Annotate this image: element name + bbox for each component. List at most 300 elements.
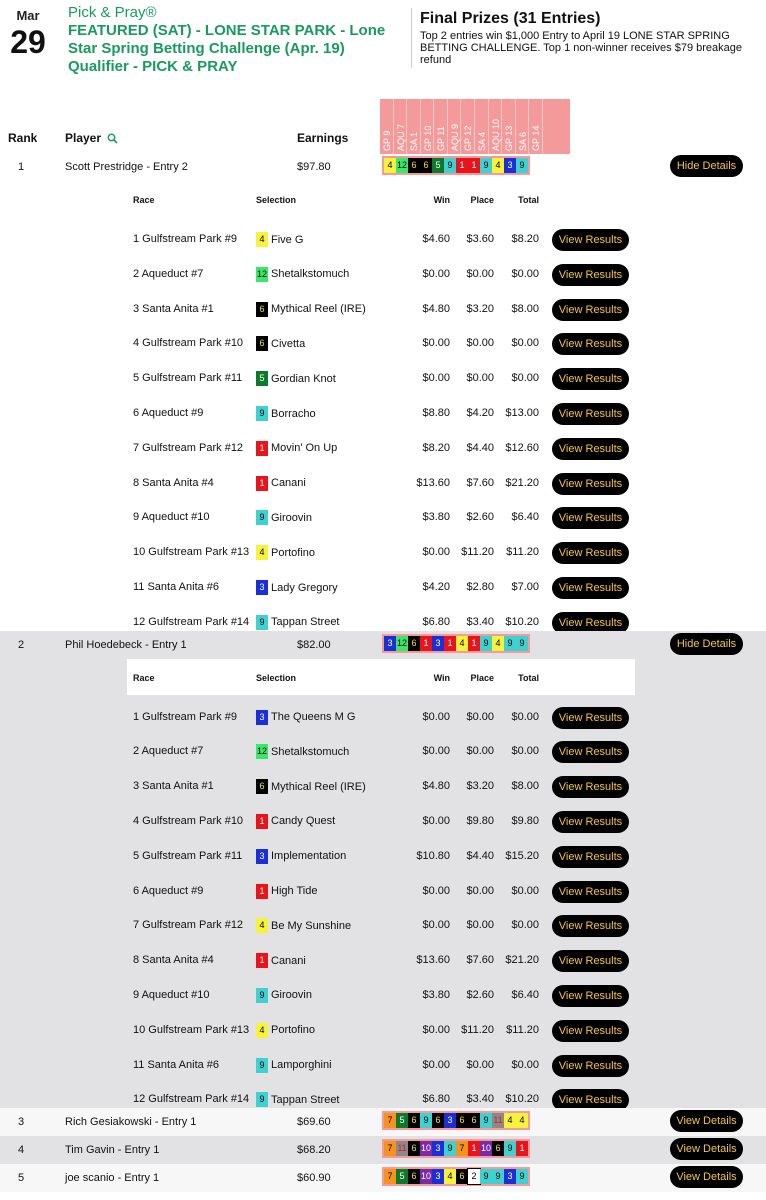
saddle-cloth-3: 3	[504, 1169, 516, 1184]
total-payout: $8.00	[511, 302, 539, 315]
saddle-cloth-9: 9	[480, 1169, 492, 1184]
race-name: 2 Aqueduct #7	[133, 267, 204, 280]
horse-name: Be My Sunshine	[271, 919, 352, 932]
race-name: 11 Santa Anita #6	[133, 1058, 220, 1071]
details-row	[0, 575, 766, 600]
details-row	[0, 471, 766, 496]
hide-details-button[interactable]: Hide Details	[670, 633, 743, 655]
view-details-button[interactable]: View Details	[670, 1110, 743, 1132]
horse-name: Portofino	[271, 546, 316, 559]
horse-name: Shetalkstomuch	[271, 268, 350, 281]
race-name: 11 Santa Anita #6	[133, 581, 220, 593]
horse-name: Five G	[271, 233, 304, 246]
race-name: 9 Aqueduct #10	[133, 511, 210, 524]
details-row	[0, 436, 766, 461]
win-payout: $6.80	[422, 1093, 450, 1106]
view-results-button[interactable]: View Results	[552, 542, 629, 564]
details-row	[0, 983, 766, 1008]
details-header-race: Race	[133, 672, 155, 683]
race-name: 2 Aqueduct #7	[133, 745, 204, 758]
view-results-button[interactable]: View Results	[552, 229, 629, 251]
place-payout: $3.40	[466, 1093, 494, 1106]
race-name: 8 Santa Anita #4	[133, 476, 214, 489]
horse-name: Lady Gregory	[271, 581, 338, 594]
selection	[256, 953, 306, 968]
saddle-cloth-12: 12	[396, 636, 408, 651]
saddle-cloth-9: 9	[492, 1169, 504, 1184]
player-earnings: $82.00	[297, 638, 331, 651]
saddle-cloth-7: 7	[384, 1113, 396, 1128]
view-details-button[interactable]: View Details	[670, 1166, 743, 1188]
saddle-cloth-9: 9	[444, 158, 456, 173]
player-rank: 1	[18, 161, 25, 173]
player-row	[0, 153, 766, 181]
saddle-cloth-9: 9	[480, 158, 492, 173]
selection	[256, 615, 340, 630]
win-payout: $3.80	[422, 988, 450, 1001]
view-results-button[interactable]: View Results	[552, 577, 629, 599]
total-payout: $21.20	[505, 476, 539, 489]
view-details-button[interactable]: View Details	[670, 1138, 743, 1160]
saddle-cloth-6: 6	[408, 158, 420, 173]
race-name: 3 Santa Anita #1	[133, 302, 214, 315]
race-columns-header	[380, 99, 570, 154]
saddle-cloth-4: 4	[256, 232, 268, 247]
saddle-cloth-9: 9	[256, 1058, 268, 1073]
place-payout: $7.60	[466, 954, 494, 967]
details-header-selection: Selection	[256, 195, 297, 205]
saddle-cloth-10: 10	[420, 1169, 432, 1184]
saddle-cloth-6: 6	[408, 1141, 420, 1156]
total-payout: $10.20	[505, 1093, 539, 1106]
selection	[256, 884, 317, 899]
total-payout: $12.60	[505, 441, 539, 454]
place-payout: $11.20	[461, 1023, 494, 1036]
win-payout: $0.00	[422, 1023, 450, 1036]
win-payout: $0.00	[422, 546, 450, 559]
win-payout: $8.20	[422, 441, 450, 454]
saddle-cloth-1: 1	[256, 476, 268, 491]
race-column-header	[529, 99, 543, 154]
total-payout: $0.00	[511, 745, 539, 758]
race-name: 6 Aqueduct #9	[133, 407, 204, 419]
saddle-cloth-1: 1	[256, 953, 268, 968]
selection	[256, 371, 336, 386]
race-column-header	[516, 99, 530, 154]
race-name: 7 Gulfstream Park #12	[133, 441, 244, 454]
race-name: 3 Santa Anita #1	[133, 780, 214, 793]
saddle-cloth-1: 1	[444, 636, 456, 651]
saddle-cloth-6: 6	[408, 1113, 420, 1128]
details-header-place: Place	[470, 195, 494, 205]
saddle-cloth-7: 7	[456, 1141, 468, 1156]
win-payout: $4.20	[422, 581, 450, 593]
race-column-label: AQU 10	[490, 118, 501, 151]
win-payout: $13.60	[416, 954, 450, 967]
total-payout: $0.00	[511, 267, 539, 280]
race-column-label: SA 6	[517, 131, 528, 151]
total-payout: $8.00	[511, 780, 539, 793]
saddle-cloth-12: 12	[396, 158, 408, 173]
race-name: 12 Gulfstream Park #14	[133, 615, 250, 628]
selection	[256, 545, 315, 560]
player-earnings: $60.90	[297, 1172, 331, 1185]
details-header-place: Place	[470, 672, 494, 683]
place-payout: $3.20	[466, 780, 494, 793]
saddle-cloth-9: 9	[256, 406, 268, 421]
contest-brand: Pick & Pray®	[68, 4, 157, 21]
race-column-label: GP 13	[504, 125, 515, 151]
saddle-cloth-9: 9	[444, 1141, 456, 1156]
saddle-cloth-6: 6	[456, 1169, 468, 1184]
saddle-cloth-3: 3	[504, 158, 516, 173]
horse-name: Candy Quest	[271, 815, 336, 828]
place-payout: $0.00	[466, 919, 494, 932]
saddle-cloth-1: 1	[468, 1141, 480, 1156]
player-rank: 5	[18, 1172, 25, 1185]
win-payout: $0.00	[422, 919, 450, 932]
race-column-label: GP 10	[422, 125, 433, 151]
race-column-label: AQU 9	[449, 123, 460, 151]
saddle-cloth-3: 3	[256, 849, 268, 864]
details-row	[0, 948, 766, 973]
contest-day: 29	[10, 24, 46, 60]
saddle-cloth-1: 1	[256, 884, 268, 899]
race-name: 1 Gulfstream Park #9	[133, 233, 237, 245]
place-payout: $0.00	[466, 884, 494, 897]
saddle-cloth-3: 3	[444, 1113, 456, 1128]
total-payout: $11.20	[506, 546, 539, 559]
place-payout: $7.60	[466, 476, 494, 489]
win-payout: $0.00	[422, 710, 450, 723]
saddle-cloth-6: 6	[408, 1169, 420, 1184]
race-column-header	[502, 99, 516, 154]
horse-name: Portofino	[271, 1024, 316, 1037]
race-column-header	[489, 99, 503, 154]
view-results-button[interactable]: View Results	[552, 707, 629, 729]
total-payout: $6.40	[511, 988, 539, 1001]
total-payout: $0.00	[511, 337, 539, 350]
picks-strip	[382, 1111, 530, 1130]
player-name: joe scanio - Entry 1	[65, 1172, 160, 1185]
place-payout: $2.80	[466, 581, 494, 593]
saddle-cloth-10: 10	[420, 1141, 432, 1156]
total-payout: $21.20	[505, 954, 539, 967]
search-icon[interactable]	[107, 133, 118, 144]
selection	[256, 918, 351, 933]
details-row	[0, 844, 766, 869]
saddle-cloth-4: 4	[492, 158, 504, 173]
horse-name: High Tide	[271, 885, 318, 898]
race-column-label: GP 11	[436, 126, 447, 151]
selection	[256, 267, 349, 282]
prizes-panel	[420, 10, 760, 66]
saddle-cloth-1: 1	[516, 1141, 528, 1156]
selection	[256, 710, 355, 725]
selection	[256, 779, 366, 794]
view-results-button[interactable]: View Results	[552, 950, 629, 972]
view-results-button[interactable]: View Results	[552, 507, 629, 529]
details-row	[0, 809, 766, 834]
details-table	[0, 181, 766, 631]
race-column-label: SA 4	[476, 131, 487, 151]
horse-name: Canani	[271, 477, 306, 490]
view-results-button[interactable]: View Results	[552, 915, 629, 937]
place-payout: $3.40	[466, 615, 494, 628]
place-payout: $4.20	[466, 407, 494, 419]
win-payout: $0.00	[422, 1058, 450, 1071]
saddle-cloth-9: 9	[516, 636, 528, 651]
place-payout: $0.00	[466, 372, 494, 385]
view-results-button[interactable]: View Results	[552, 299, 629, 321]
selection	[256, 988, 312, 1003]
win-payout: $4.80	[422, 780, 450, 793]
win-payout: $0.00	[422, 337, 450, 350]
details-header-race: Race	[133, 195, 155, 205]
place-payout: $0.00	[466, 267, 494, 280]
selection	[256, 302, 366, 317]
place-payout: $4.40	[466, 849, 494, 862]
horse-name: The Queens M G	[271, 711, 356, 724]
picks-strip	[382, 156, 530, 175]
contest-month: Mar	[16, 8, 40, 23]
place-payout: $2.60	[466, 988, 494, 1001]
details-row	[0, 913, 766, 938]
details-row	[0, 774, 766, 799]
total-payout: $8.20	[511, 233, 539, 245]
view-results-button[interactable]: View Results	[552, 1020, 629, 1042]
horse-name: Canani	[271, 954, 306, 967]
view-results-button[interactable]: View Results	[552, 403, 629, 425]
saddle-cloth-4: 4	[492, 636, 504, 651]
total-payout: $0.00	[511, 919, 539, 932]
race-name: 10 Gulfstream Park #13	[133, 546, 250, 559]
saddle-cloth-10: 10	[480, 1141, 492, 1156]
saddle-cloth-1: 1	[456, 158, 468, 173]
saddle-cloth-6: 6	[432, 1113, 444, 1128]
saddle-cloth-4: 4	[256, 918, 268, 933]
saddle-cloth-12: 12	[256, 744, 268, 759]
horse-name: Giroovin	[271, 989, 312, 1002]
details-header-total: Total	[518, 195, 539, 205]
player-name: Rich Gesiakowski - Entry 1	[65, 1116, 197, 1129]
details-header-total: Total	[518, 672, 539, 683]
place-payout: $0.00	[466, 710, 494, 723]
view-results-button[interactable]: View Results	[552, 612, 629, 634]
saddle-cloth-4: 4	[504, 1113, 516, 1128]
player-row	[0, 1164, 766, 1192]
selection	[256, 1058, 332, 1073]
view-results-button[interactable]: View Results	[552, 881, 629, 903]
details-row	[0, 297, 766, 322]
header-divider	[411, 8, 412, 68]
saddle-cloth-9: 9	[256, 510, 268, 525]
place-payout: $3.60	[466, 233, 494, 245]
view-results-button[interactable]: View Results	[552, 776, 629, 798]
player-earnings: $69.60	[297, 1116, 331, 1129]
saddle-cloth-2: 2	[468, 1169, 480, 1184]
details-row	[0, 401, 766, 426]
details-row	[0, 331, 766, 356]
horse-name: Gordian Knot	[271, 372, 336, 385]
place-payout: $0.00	[466, 745, 494, 758]
player-row	[0, 631, 766, 659]
details-row	[0, 540, 766, 565]
total-payout: $11.20	[506, 1023, 539, 1036]
total-payout: $9.80	[511, 814, 539, 827]
saddle-cloth-6: 6	[468, 1113, 480, 1128]
saddle-cloth-1: 1	[420, 636, 432, 651]
view-results-button[interactable]: View Results	[552, 985, 629, 1007]
picks-strip	[382, 634, 530, 653]
horse-name: Mythical Reel (IRE)	[271, 780, 366, 793]
saddle-cloth-9: 9	[256, 615, 268, 630]
race-name: 9 Aqueduct #10	[133, 988, 210, 1001]
player-rank: 3	[18, 1116, 25, 1129]
details-header-win: Win	[433, 672, 450, 683]
details-row	[0, 879, 766, 904]
view-results-button[interactable]: View Results	[552, 438, 629, 460]
selection	[256, 580, 338, 595]
saddle-cloth-7: 7	[384, 1141, 396, 1156]
view-results-button[interactable]: View Results	[552, 741, 629, 763]
total-payout: $10.20	[505, 615, 539, 628]
place-payout: $2.60	[466, 511, 494, 524]
race-name: 1 Gulfstream Park #9	[133, 710, 237, 723]
race-name: 8 Santa Anita #4	[133, 954, 214, 967]
selection	[256, 441, 337, 456]
saddle-cloth-5: 5	[396, 1113, 408, 1128]
contest-title: FEATURED (SAT) - LONE STAR PARK - Lone Star Spring Betting Challenge (Apr. 19) Qualifier - PICK & PRAY	[68, 22, 386, 75]
saddle-cloth-1: 1	[468, 158, 480, 173]
saddle-cloth-6: 6	[420, 158, 432, 173]
saddle-cloth-9: 9	[480, 636, 492, 651]
race-column-header	[448, 99, 462, 154]
horse-name: Borracho	[271, 407, 316, 420]
horse-name: Tappan Street	[271, 616, 340, 629]
saddle-cloth-6: 6	[256, 336, 268, 351]
race-name: 12 Gulfstream Park #14	[133, 1093, 250, 1106]
details-row	[0, 366, 766, 391]
details-row	[0, 262, 766, 287]
win-payout: $0.00	[422, 884, 450, 897]
horse-name: Movin' On Up	[271, 442, 338, 455]
saddle-cloth-3: 3	[384, 636, 396, 651]
place-payout: $0.00	[466, 337, 494, 350]
details-row	[0, 505, 766, 530]
saddle-cloth-4: 4	[444, 1169, 456, 1184]
race-name: 4 Gulfstream Park #10	[133, 337, 244, 350]
details-row	[0, 1018, 766, 1043]
saddle-cloth-6: 6	[408, 636, 420, 651]
details-row	[0, 705, 766, 730]
race-column-label: GP 14	[531, 125, 542, 151]
race-column-label: GP 9	[382, 130, 392, 151]
selection	[256, 1092, 340, 1107]
win-payout: $0.00	[422, 372, 450, 385]
place-payout: $0.00	[466, 1058, 494, 1071]
contest-header	[0, 0, 766, 80]
saddle-cloth-4: 4	[256, 545, 268, 560]
selection	[256, 476, 306, 491]
win-payout: $6.80	[422, 615, 450, 628]
picks-strip	[382, 1139, 530, 1158]
selection	[256, 1023, 315, 1038]
player-header-label: Player	[65, 131, 102, 145]
saddle-cloth-12: 12	[256, 267, 268, 282]
saddle-cloth-1: 1	[256, 441, 268, 456]
horse-name: Mythical Reel (IRE)	[271, 303, 366, 316]
total-payout: $0.00	[511, 710, 539, 723]
win-payout: $0.00	[422, 814, 450, 827]
saddle-cloth-3: 3	[256, 580, 268, 595]
total-payout: $6.40	[511, 511, 539, 524]
view-results-button[interactable]: View Results	[552, 846, 629, 868]
player-name: Phil Hoedebeck - Entry 1	[65, 638, 187, 651]
rank-header: Rank	[8, 131, 38, 145]
race-name: 5 Gulfstream Park #11	[133, 372, 243, 385]
saddle-cloth-9: 9	[504, 1141, 516, 1156]
selection	[256, 232, 303, 247]
saddle-cloth-9: 9	[516, 1169, 528, 1184]
details-row	[0, 227, 766, 252]
view-results-button[interactable]: View Results	[552, 368, 629, 390]
selection	[256, 510, 312, 525]
win-payout: $8.80	[422, 407, 450, 419]
saddle-cloth-3: 3	[432, 1141, 444, 1156]
view-results-button[interactable]: View Results	[552, 1055, 629, 1077]
view-results-button[interactable]: View Results	[552, 1089, 629, 1111]
saddle-cloth-1: 1	[468, 636, 480, 651]
saddle-cloth-9: 9	[256, 988, 268, 1003]
view-results-button[interactable]: View Results	[552, 333, 629, 355]
saddle-cloth-1: 1	[256, 814, 268, 829]
saddle-cloth-9: 9	[256, 1092, 268, 1107]
race-column-header	[434, 99, 448, 154]
saddle-cloth-4: 4	[516, 1113, 528, 1128]
hide-details-button[interactable]: Hide Details	[670, 155, 743, 177]
selection	[256, 744, 349, 759]
saddle-cloth-6: 6	[256, 302, 268, 317]
details-row	[0, 739, 766, 764]
race-column-header	[380, 99, 394, 154]
contest-date	[8, 8, 48, 59]
race-column-label: SA 1	[409, 131, 420, 151]
view-results-button[interactable]: View Results	[552, 473, 629, 495]
win-payout: $4.80	[422, 302, 450, 315]
details-header-win: Win	[433, 195, 450, 205]
win-payout: $4.60	[422, 233, 450, 245]
view-results-button[interactable]: View Results	[552, 811, 629, 833]
view-results-button[interactable]: View Results	[552, 264, 629, 286]
place-payout: $3.20	[466, 302, 494, 315]
place-payout: $9.80	[466, 814, 494, 827]
selection	[256, 849, 346, 864]
win-payout: $10.80	[416, 849, 450, 862]
total-payout: $13.00	[505, 407, 539, 419]
saddle-cloth-9: 9	[420, 1113, 432, 1128]
race-column-label: GP 12	[463, 125, 474, 151]
race-name: 5 Gulfstream Park #11	[133, 849, 243, 862]
player-header[interactable]	[65, 131, 118, 145]
player-name: Tim Gavin - Entry 1	[65, 1144, 160, 1157]
place-payout: $11.20	[461, 546, 494, 559]
saddle-cloth-6: 6	[256, 779, 268, 794]
horse-name: Civetta	[271, 337, 306, 350]
saddle-cloth-9: 9	[504, 636, 516, 651]
details-table	[0, 659, 766, 1109]
details-header-band	[127, 181, 635, 217]
